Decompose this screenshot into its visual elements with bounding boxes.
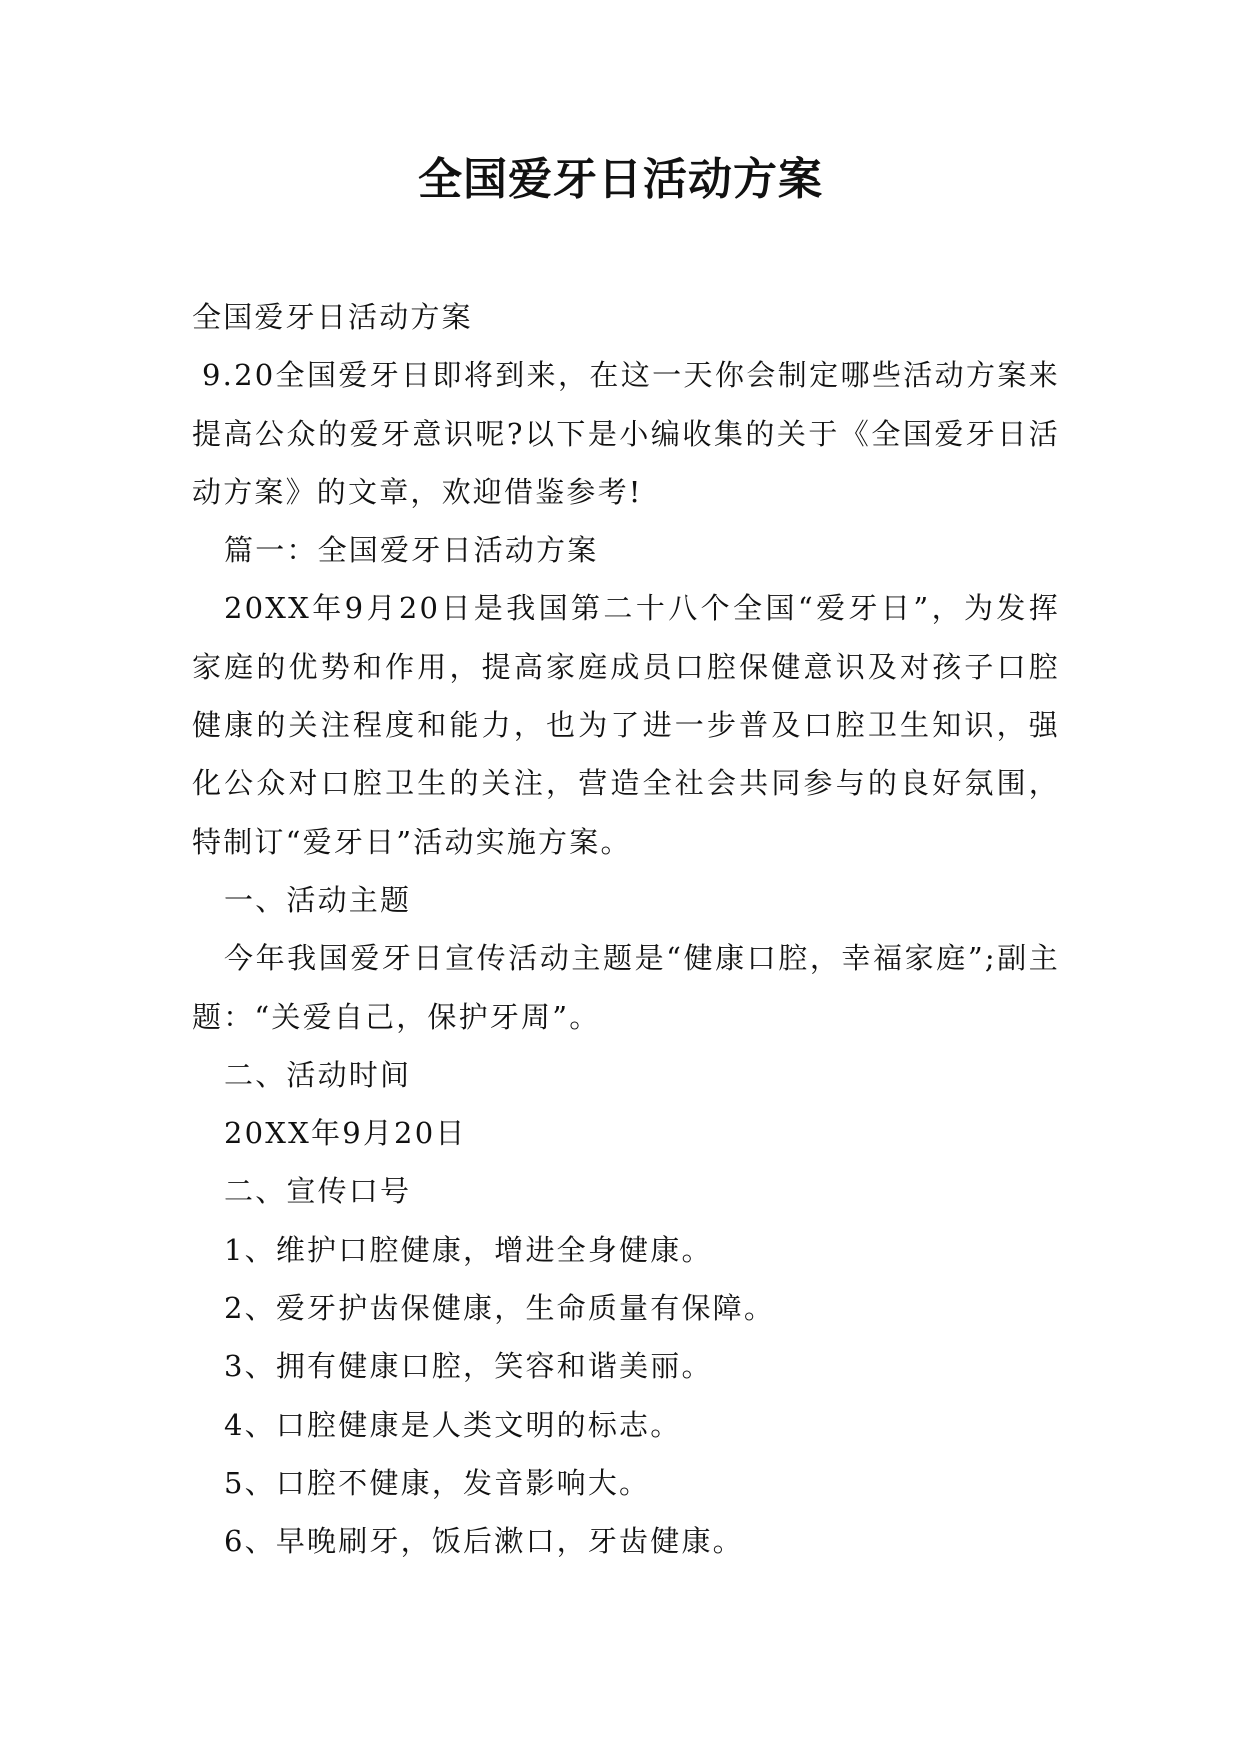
section-heading: 篇一：全国爱牙日活动方案 — [224, 533, 599, 568]
slogan-item: 2、爱牙护齿保健康，生命质量有保障。 — [224, 1291, 776, 1326]
slogan-item: 5、口腔不健康，发音影响大。 — [224, 1465, 651, 1500]
slogan-heading: 二、宣传口号 — [224, 1174, 412, 1209]
theme-paragraph: 今年我国爱牙日宣传活动主题是“健康口腔，幸福家庭”;副主题：“关爱自己，保护牙周”。 — [192, 941, 1060, 1034]
time-heading: 二、活动时间 — [224, 1057, 412, 1092]
document-title: 全国爱牙日活动方案 — [418, 154, 823, 205]
section-paragraph: 20XX年9月20日是我国第二十八个全国“爱牙日”，为发挥家庭的优势和作用，提高家庭成员口腔保健意识及对孩子口腔健康的关注程度和能力，也为了进一步普及口腔卫生知识，强化公众对口腔卫生的关注，营造全社会共同参与的良好氛围，特制订“爱牙日”活动实施方案。 — [192, 591, 1060, 859]
slogan-item: 4、口腔健康是人类文明的标志。 — [224, 1407, 682, 1442]
slogan-item: 1、维护口腔健康，增进全身健康。 — [224, 1232, 713, 1267]
slogan-item: 3、拥有健康口腔，笑容和谐美丽。 — [224, 1349, 713, 1384]
intro-paragraph: 9.20全国爱牙日即将到来，在这一天你会制定哪些活动方案来提高公众的爱牙意识呢?以下是小编收集的关于《全国爱牙日活动方案》的文章，欢迎借鉴参考! — [192, 358, 1060, 509]
document-subtitle: 全国爱牙日活动方案 — [192, 300, 473, 334]
document-body — [192, 288, 1060, 1571]
time-paragraph: 20XX年9月20日 — [224, 1116, 467, 1151]
theme-heading: 一、活动主题 — [224, 882, 412, 917]
slogan-item: 6、早晚刷牙，饭后漱口，牙齿健康。 — [224, 1524, 744, 1559]
